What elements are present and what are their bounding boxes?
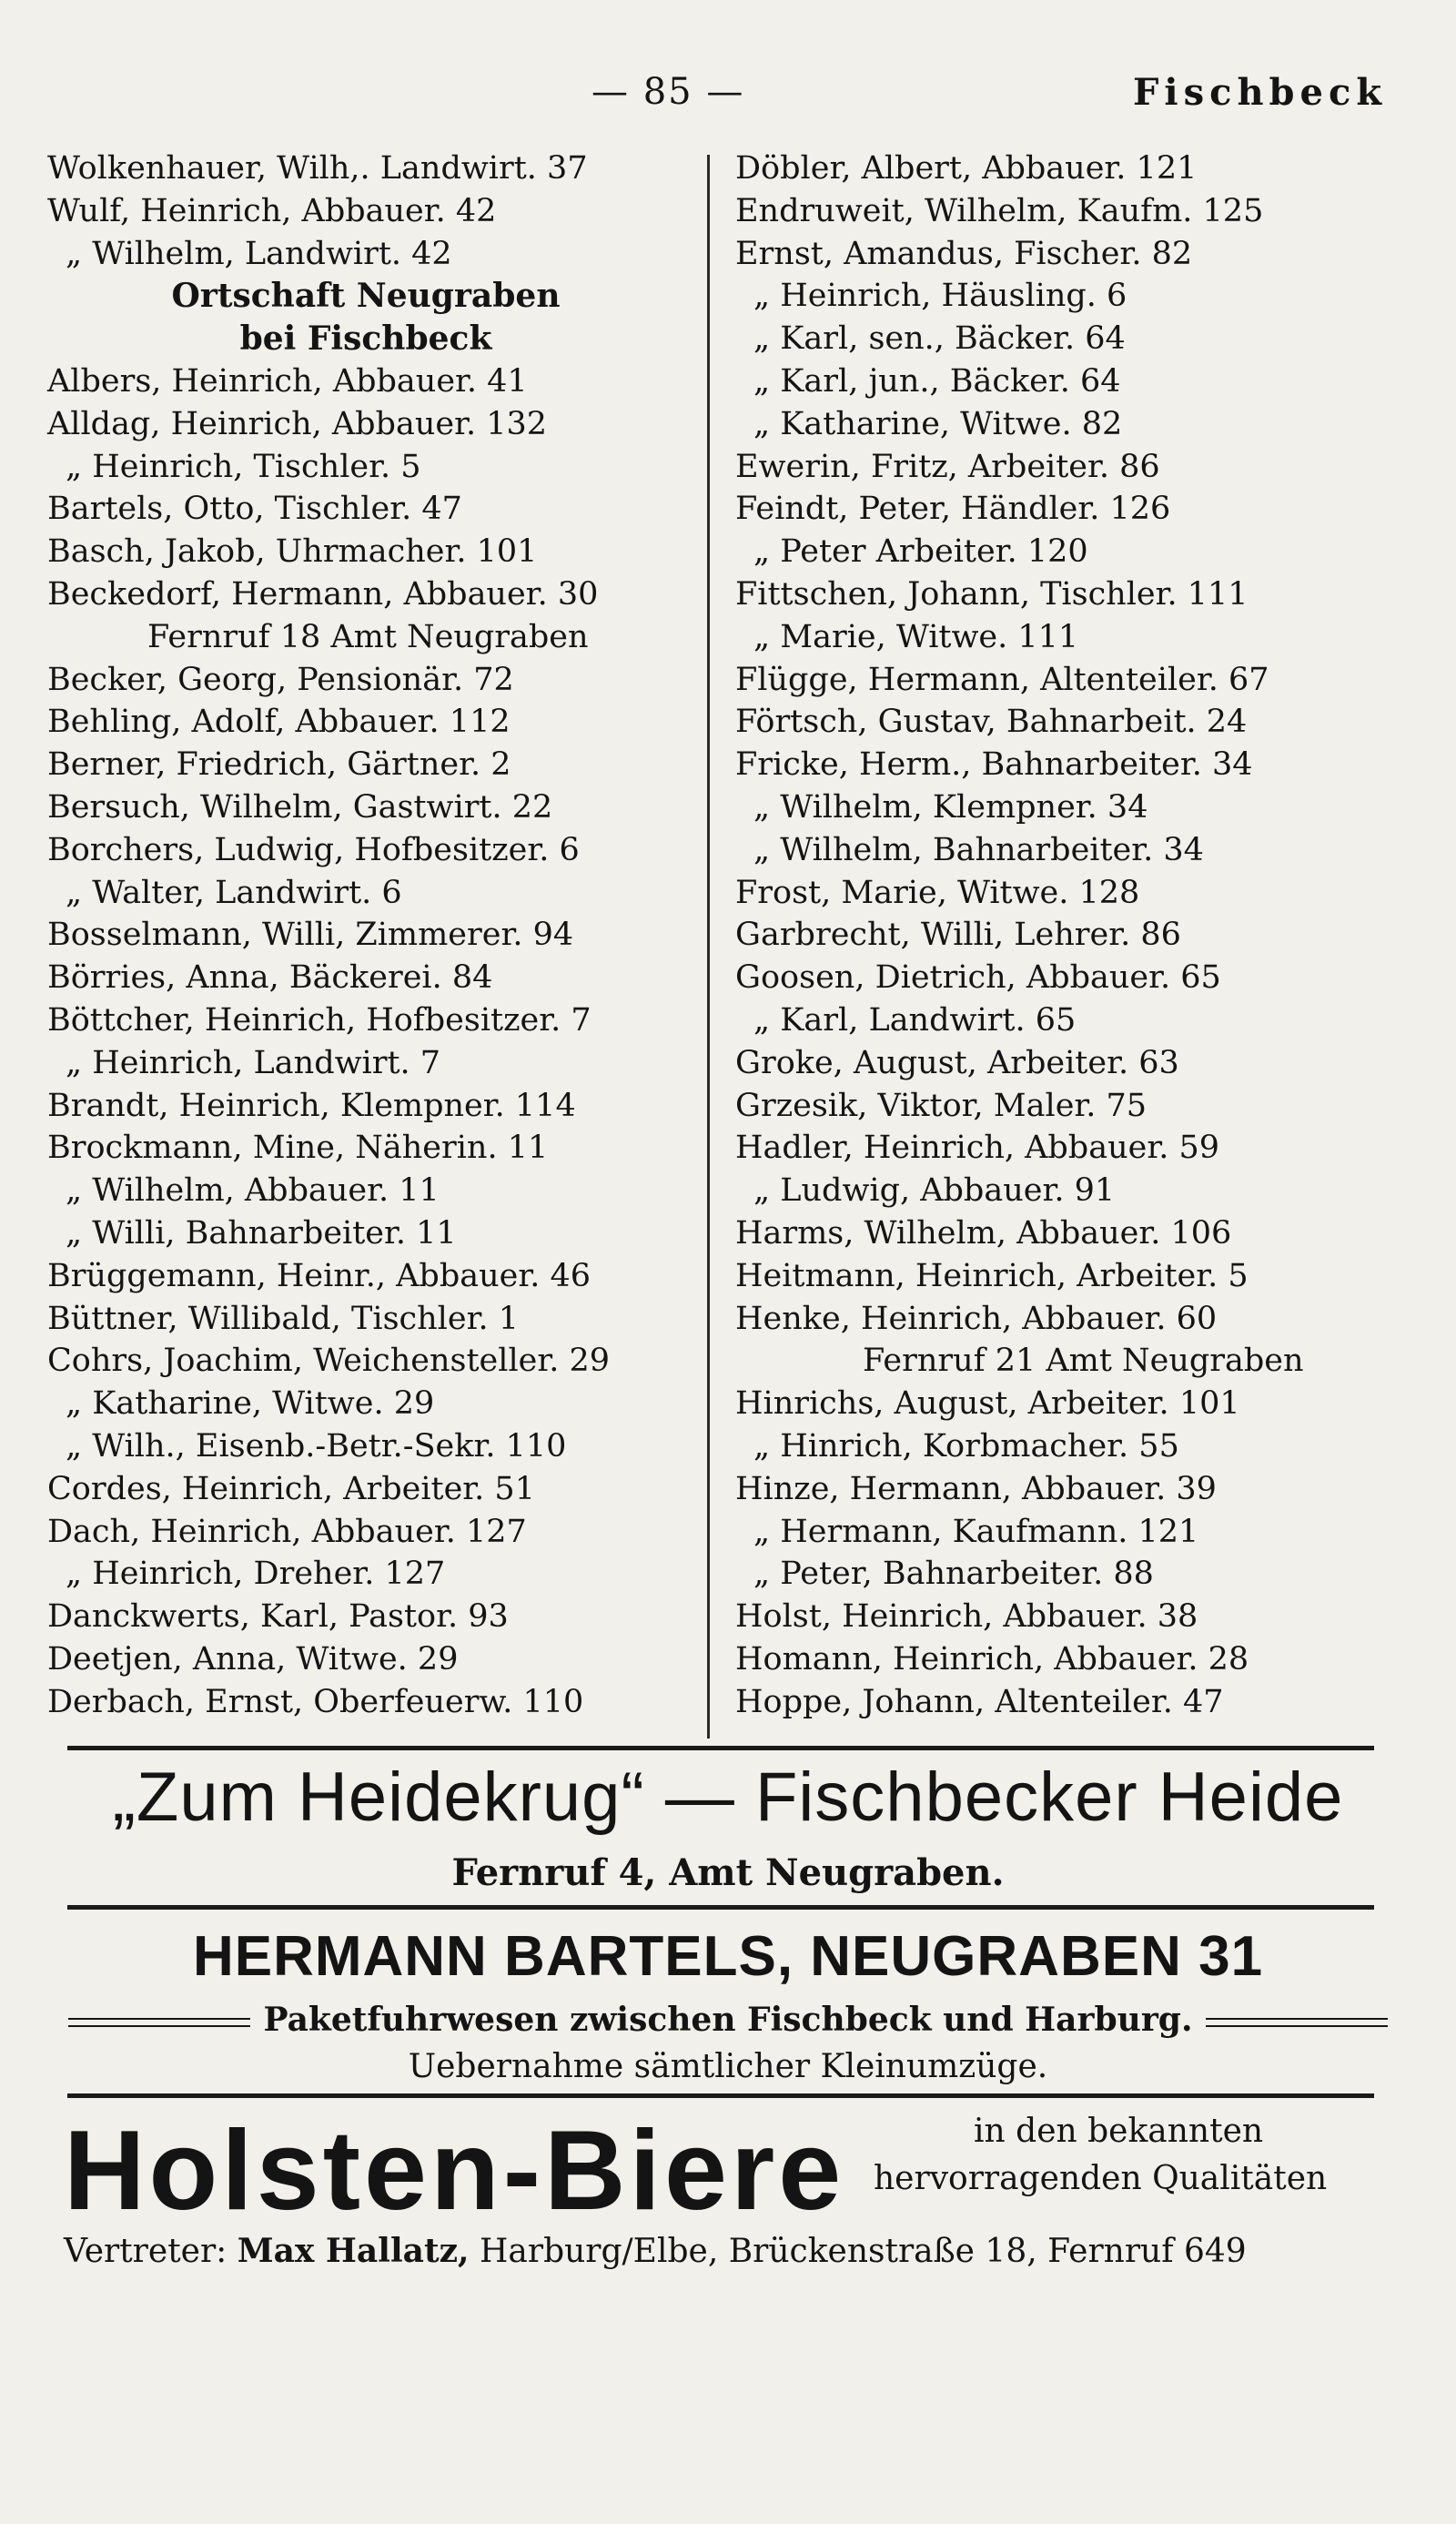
directory-entry: „ Wilhelm, Abbauer. 11 — [66, 1172, 440, 1210]
directory-entry: Fricke, Herm., Bahnarbeiter. 34 — [735, 746, 1253, 784]
ad-holsten-tagline-1: in den bekannten — [974, 2113, 1264, 2150]
directory-entry: Homann, Heinrich, Abbauer. 28 — [735, 1640, 1249, 1678]
directory-entry: Brandt, Heinrich, Klempner. 114 — [47, 1087, 576, 1124]
directory-entry: „ Wilhelm, Landwirt. 42 — [66, 235, 452, 272]
directory-entry: Danckwerts, Karl, Pastor. 93 — [47, 1598, 509, 1636]
ad-holsten-tagline-2: hervorragenden Qualitäten — [874, 2160, 1328, 2197]
section-heading: Ortschaft Neugraben — [171, 277, 561, 316]
directory-entry: Ernst, Amandus, Fischer. 82 — [735, 235, 1193, 272]
ad-heidekrug-phone: Fernruf 4, Amt Neugraben. — [451, 1851, 1005, 1894]
directory-entry: Bartels, Otto, Tischler. 47 — [47, 491, 462, 528]
directory-entry: Frost, Marie, Witwe. 128 — [735, 874, 1140, 911]
directory-entry: Becker, Georg, Pensionär. 72 — [47, 661, 514, 698]
directory-entry: „ Heinrich, Tischler. 5 — [66, 448, 421, 485]
directory-entry: „ Wilhelm, Klempner. 34 — [753, 788, 1148, 826]
directory-entry: Basch, Jakob, Uhrmacher. 101 — [47, 533, 538, 571]
decorative-dash — [1206, 2018, 1388, 2027]
directory-entry: „ Peter Arbeiter. 120 — [753, 533, 1088, 571]
directory-entry: Deetjen, Anna, Witwe. 29 — [47, 1640, 459, 1678]
directory-entry: „ Walter, Landwirt. 6 — [66, 874, 402, 911]
ad-bartels-title: HERMANN BARTELS, NEUGRABEN 31 — [192, 1925, 1264, 1988]
directory-entry: Borchers, Ludwig, Hofbesitzer. 6 — [47, 831, 580, 868]
directory-entry: Endruweit, Wilhelm, Kaufm. 125 — [735, 192, 1264, 229]
directory-entry: Beckedorf, Hermann, Abbauer. 30 — [47, 575, 599, 613]
directory-entry: Grzesik, Viktor, Maler. 75 — [735, 1087, 1148, 1124]
directory-entry: Groke, August, Arbeiter. 63 — [735, 1044, 1179, 1081]
directory-entry: Hinrichs, August, Arbeiter. 101 — [735, 1385, 1240, 1423]
directory-entry: Brüggemann, Heinr., Abbauer. 46 — [47, 1257, 592, 1294]
column-divider — [707, 155, 710, 1738]
directory-entry: Brockmann, Mine, Näherin. 11 — [47, 1130, 549, 1167]
directory-entry: Harms, Wilhelm, Abbauer. 106 — [735, 1214, 1232, 1252]
directory-entry: Garbrecht, Willi, Lehrer. 86 — [735, 917, 1181, 954]
directory-entry: Hoppe, Johann, Altenteiler. 47 — [735, 1683, 1224, 1720]
directory-entry: Wolkenhauer, Wilh,. Landwirt. 37 — [47, 150, 588, 187]
directory-entry: „ Karl, Landwirt. 65 — [753, 1001, 1077, 1039]
directory-entry: Förtsch, Gustav, Bahnarbeit. 24 — [735, 704, 1248, 741]
directory-entry: „ Katharine, Witwe. 29 — [66, 1385, 435, 1423]
directory-entry: Ewerin, Fritz, Arbeiter. 86 — [735, 448, 1160, 485]
directory-entry: „ Ludwig, Abbauer. 91 — [753, 1172, 1116, 1210]
agent-address: Harburg/Elbe, Brückenstraße 18, Fernruf 649 — [480, 2233, 1247, 2270]
directory-entry: Büttner, Willibald, Tischler. 1 — [47, 1300, 519, 1337]
directory-entry: „ Wilhelm, Bahnarbeiter. 34 — [753, 831, 1204, 868]
agent-name: Max Hallatz, — [237, 2232, 470, 2270]
ad-bartels-service-text: Paketfuhrwesen zwischen Fischbeck und Harburg. — [263, 2001, 1193, 2039]
ad-holsten-agent — [64, 2225, 1247, 2277]
directory-entry: Cordes, Heinrich, Arbeiter. 51 — [47, 1470, 535, 1507]
section-heading: bei Fischbeck — [239, 319, 492, 359]
page-header — [0, 71, 1456, 126]
phone-note: Fernruf 18 Amt Neugraben — [147, 618, 589, 655]
left-column — [47, 147, 684, 1723]
horizontal-rule — [67, 2093, 1374, 2098]
directory-entry: „ Hinrich, Korbmacher. 55 — [753, 1427, 1179, 1465]
phone-note: Fernruf 21 Amt Neugraben — [863, 1343, 1304, 1380]
directory-entry: „ Katharine, Witwe. 82 — [753, 405, 1123, 442]
directory-entry: Wulf, Heinrich, Abbauer. 42 — [47, 192, 497, 229]
running-head: Fischbeck — [1133, 71, 1388, 114]
directory-entry: „ Heinrich, Häusling. 6 — [753, 278, 1127, 315]
directory-entry: „ Wilh., Eisenb.-Betr.-Sekr. 110 — [66, 1427, 567, 1465]
directory-entry: Flügge, Hermann, Altenteiler. 67 — [735, 661, 1269, 698]
directory-entry: „ Peter, Bahnarbeiter. 88 — [753, 1556, 1154, 1593]
directory-entry: „ Heinrich, Dreher. 127 — [66, 1556, 446, 1593]
directory-entry: Dach, Heinrich, Abbauer. 127 — [47, 1513, 527, 1550]
horizontal-rule — [67, 1746, 1374, 1750]
directory-entry: Bersuch, Wilhelm, Gastwirt. 22 — [47, 788, 553, 826]
directory-entry: Alldag, Heinrich, Abbauer. 132 — [47, 405, 548, 442]
ad-bartels-removals: Uebernahme sämtlicher Kleinumzüge. — [408, 2048, 1048, 2085]
agent-label: Vertreter: — [64, 2233, 228, 2270]
directory-entry: Goosen, Dietrich, Abbauer. 65 — [735, 959, 1221, 997]
directory-entry: Cohrs, Joachim, Weichensteller. 29 — [47, 1343, 611, 1380]
directory-entry: Döbler, Albert, Abbauer. 121 — [735, 150, 1198, 187]
page-number: — 85 — — [592, 71, 745, 113]
directory-entry: Derbach, Ernst, Oberfeuerw. 110 — [47, 1683, 584, 1720]
directory-entry: „ Karl, sen., Bäcker. 64 — [753, 320, 1126, 358]
directory-entry: Fittschen, Johann, Tischler. 111 — [735, 575, 1249, 613]
directory-entry: Heitmann, Heinrich, Arbeiter. 5 — [735, 1257, 1249, 1294]
directory-entry: „ Heinrich, Landwirt. 7 — [66, 1044, 441, 1081]
directory-entry: Bosselmann, Willi, Zimmerer. 94 — [47, 917, 574, 954]
directory-entry: Henke, Heinrich, Abbauer. 60 — [735, 1300, 1218, 1337]
decorative-dash — [68, 2018, 250, 2027]
directory-entry: Holst, Heinrich, Abbauer. 38 — [735, 1598, 1198, 1636]
ad-holsten-title: Holsten-Biere — [64, 2108, 845, 2234]
directory-entry: Albers, Heinrich, Abbauer. 41 — [47, 362, 528, 400]
directory-entry: Behling, Adolf, Abbauer. 112 — [47, 704, 511, 741]
directory-entry: Berner, Friedrich, Gärtner. 2 — [47, 746, 511, 784]
ad-bartels-service — [55, 1995, 1401, 2044]
directory-entry: Feindt, Peter, Händler. 126 — [735, 491, 1171, 528]
directory-entry: „ Hermann, Kaufmann. 121 — [753, 1513, 1199, 1550]
right-column — [735, 147, 1422, 1723]
directory-entry: Börries, Anna, Bäckerei. 84 — [47, 959, 493, 997]
ad-heidekrug-title: „Zum Heidekrug“ — Fischbecker Heide — [112, 1759, 1344, 1836]
directory-entry: „ Willi, Bahnarbeiter. 11 — [66, 1214, 457, 1252]
directory-entry: Hadler, Heinrich, Abbauer. 59 — [735, 1130, 1220, 1167]
directory-entry: „ Marie, Witwe. 111 — [753, 618, 1079, 655]
directory-entry: Hinze, Hermann, Abbauer. 39 — [735, 1470, 1217, 1507]
directory-entry: Böttcher, Heinrich, Hofbesitzer. 7 — [47, 1001, 592, 1039]
horizontal-rule — [67, 1905, 1374, 1910]
directory-entry: „ Karl, jun., Bäcker. 64 — [753, 362, 1121, 400]
